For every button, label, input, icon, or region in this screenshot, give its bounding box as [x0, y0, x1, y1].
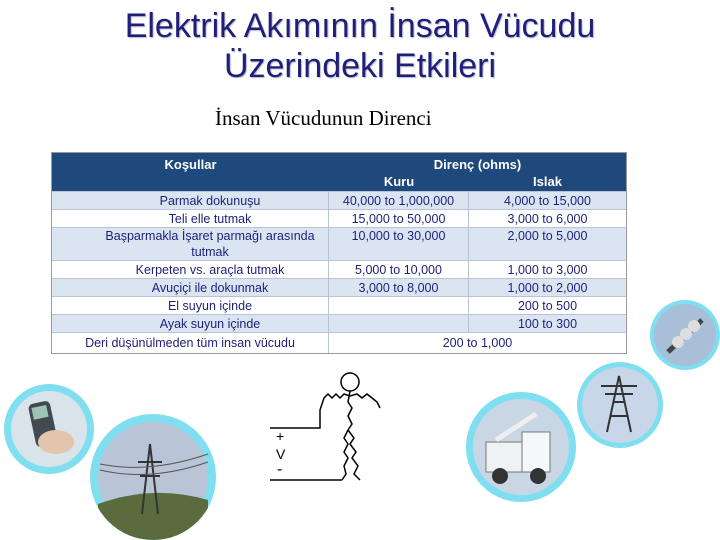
- figure-torso: [348, 391, 352, 430]
- cell-dry: [329, 315, 469, 332]
- header-conditions: Koşullar: [164, 157, 217, 172]
- table-row: [52, 260, 626, 278]
- cell-wet: 4,000 to 15,000: [504, 193, 591, 208]
- insulator-photo: [650, 300, 720, 370]
- cell-dry: 15,000 to 50,000: [329, 210, 469, 227]
- cell-condition: Başparmakla İşaret parmağı arasında tutmak: [52, 228, 329, 260]
- table-row: [52, 332, 626, 353]
- figure-head: [341, 373, 359, 391]
- header-wet: Islak: [533, 174, 562, 189]
- cell-dry: 5,000 to 10,000: [329, 261, 469, 278]
- title-line-1: Elektrik Akımının İnsan Vücudu: [124, 7, 596, 45]
- table-row: [52, 209, 626, 227]
- cell-wet: 200 to 500: [517, 298, 578, 313]
- page-title: [0, 6, 720, 86]
- cell-condition: Deri düşünülmeden tüm insan vücudu: [52, 333, 329, 353]
- table-header: [52, 153, 626, 191]
- cell-dry: 10,000 to 30,000: [329, 228, 469, 260]
- body-current-diagram: [262, 368, 402, 488]
- subtitle: İnsan Vücudunun Direnci: [215, 106, 432, 130]
- cell-dry: [329, 297, 469, 314]
- utility-truck-photo: [466, 392, 576, 502]
- cell-condition: Ayak suyun içinde: [52, 315, 329, 332]
- table-row: [52, 296, 626, 314]
- figure-right-arm: [350, 394, 380, 408]
- header-dry: Kuru: [383, 174, 415, 189]
- table-row: [52, 314, 626, 332]
- cell-condition: Kerpeten vs. araçla tutmak: [52, 261, 329, 278]
- cell-wet: 100 to 300: [517, 316, 578, 331]
- cell-wet: 1,000 to 3,000: [507, 262, 588, 277]
- cell-dry: 3,000 to 8,000: [329, 279, 469, 296]
- figure-left-arm: [320, 394, 350, 422]
- figure-left-leg: [342, 430, 348, 480]
- cell-wet: 3,000 to 6,000: [507, 211, 588, 226]
- mobile-phone-photo: [4, 384, 94, 474]
- cell-wet: 2,000 to 5,000: [507, 229, 588, 243]
- cell-condition: Avuçiçi ile dokunmak: [52, 279, 329, 296]
- voltage-label: V: [276, 446, 286, 462]
- cell-condition: Teli elle tutmak: [52, 210, 329, 227]
- header-resistance: Direnç (ohms): [433, 157, 522, 172]
- figure-right-leg: [348, 430, 360, 480]
- resistance-table: [51, 152, 627, 354]
- power-lines-photo: [90, 414, 216, 540]
- plus-label: +: [276, 428, 285, 444]
- cell-both: 200 to 1,000: [442, 336, 513, 350]
- minus-label: -: [277, 461, 283, 478]
- cell-wet: 1,000 to 2,000: [507, 280, 588, 295]
- cell-condition: Parmak dokunuşu: [52, 192, 329, 209]
- table-row: [52, 227, 626, 260]
- transmission-tower-photo: [577, 362, 663, 448]
- title-line-2: Üzerindeki Etkileri: [223, 47, 497, 85]
- cell-condition: El suyun içinde: [52, 297, 329, 314]
- cell-dry: 40,000 to 1,000,000: [329, 192, 469, 209]
- table-row: [52, 191, 626, 209]
- table-row: [52, 278, 626, 296]
